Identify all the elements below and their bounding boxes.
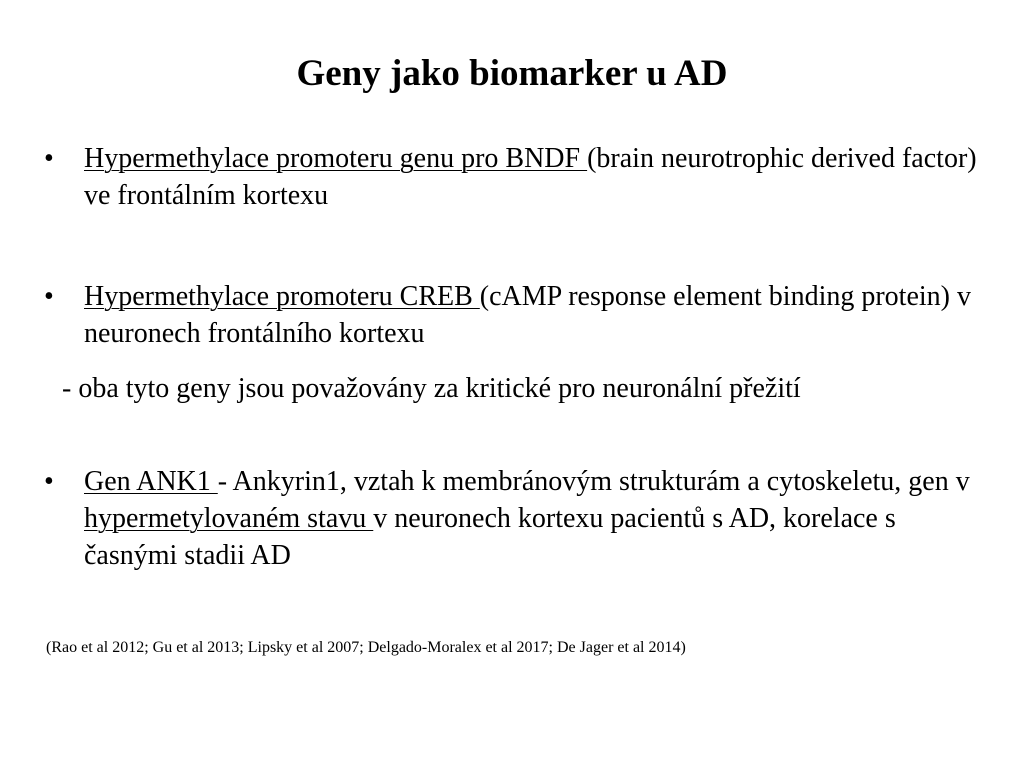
bullet-plain-text: (cAMP response element binding protein) v neuronech frontálního kortexu (84, 281, 971, 349)
sub-note: - oba tyto geny jsou považovány za kritické pro neuronální přežití (62, 373, 801, 404)
bullet-item-bndf (44, 140, 984, 214)
bullet-plain-text: (brain neurotrophic derived factor) ve frontálním kortexu (84, 143, 977, 211)
bullet-underlined-text: Hypermethylace promoteru genu pro BNDF (84, 143, 588, 174)
bullet-marker: • (44, 143, 54, 174)
bullet-text (84, 278, 984, 352)
bullet-text (84, 463, 984, 574)
bullet-underlined-text: Gen ANK1 (84, 466, 218, 497)
bullet-plain-text: - Ankyrin1, vztah k membránovým strukturám a cytoskeletu, gen v (217, 466, 970, 497)
bullet-marker: • (44, 281, 54, 312)
bullet-marker: • (44, 466, 54, 497)
bullet-underlined-text-2: hypermetylovaném stavu (84, 503, 374, 534)
bullet-text (84, 140, 984, 214)
bullet-item-creb (44, 278, 984, 352)
bullet-plain-text-2: v neuronech kortexu pacientů s AD, korelace s časnými stadii AD (84, 503, 896, 571)
bullet-item-ank1 (44, 463, 984, 574)
slide-title: Geny jako biomarker u AD (296, 53, 728, 94)
bullet-underlined-text: Hypermethylace promoteru CREB (84, 281, 480, 312)
references: (Rao et al 2012; Gu et al 2013; Lipsky et al 2007; Delgado-Moralex et al 2017; De Jager et al 2014) (46, 639, 686, 656)
